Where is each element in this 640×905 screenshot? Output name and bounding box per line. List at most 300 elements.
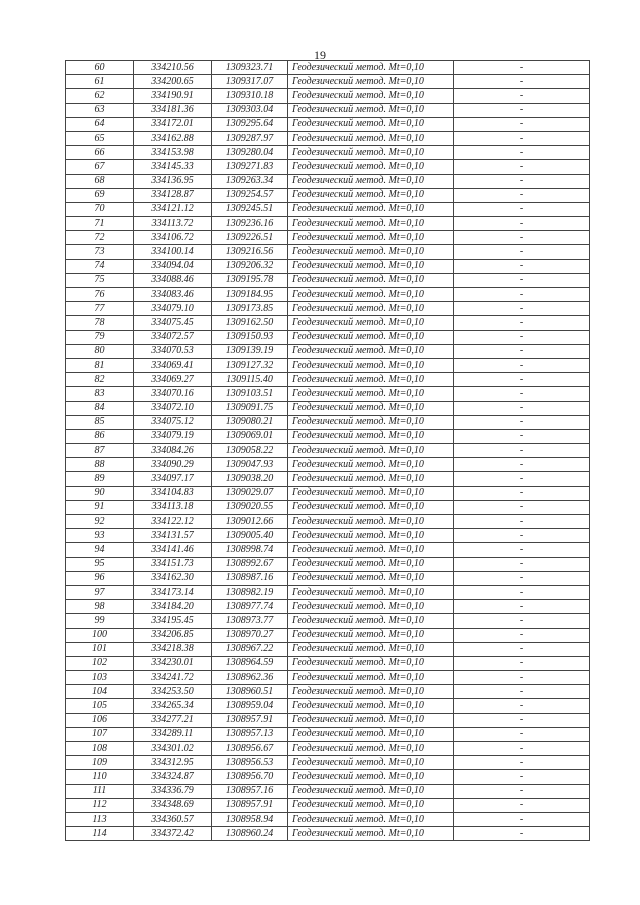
note-cell: - [454,131,590,145]
x-coordinate-cell: 334084.26 [134,444,212,458]
x-coordinate-cell: 334069.41 [134,358,212,372]
note-cell: - [454,756,590,770]
x-coordinate-cell: 334312.95 [134,756,212,770]
table-row [66,784,590,798]
y-coordinate-cell: 1308960.51 [212,685,288,699]
method-cell: Геодезический метод. Mt=0,10 [288,344,454,358]
y-coordinate-cell: 1308973.77 [212,614,288,628]
y-coordinate-cell: 1308957.91 [212,713,288,727]
point-number-cell: 68 [66,174,134,188]
y-coordinate-cell: 1308987.16 [212,571,288,585]
note-cell: - [454,387,590,401]
method-cell: Геодезический метод. Mt=0,10 [288,387,454,401]
x-coordinate-cell: 334113.72 [134,217,212,231]
note-cell: - [454,784,590,798]
x-coordinate-cell: 334277.21 [134,713,212,727]
note-cell: - [454,600,590,614]
y-coordinate-cell: 1309162.50 [212,316,288,330]
table-row [66,557,590,571]
point-number-cell: 84 [66,401,134,415]
table-row [66,245,590,259]
point-number-cell: 109 [66,756,134,770]
table-row [66,827,590,841]
method-cell: Геодезический метод. Mt=0,10 [288,642,454,656]
y-coordinate-cell: 1309184.95 [212,288,288,302]
method-cell: Геодезический метод. Mt=0,10 [288,89,454,103]
x-coordinate-cell: 334145.33 [134,160,212,174]
method-cell: Геодезический метод. Mt=0,10 [288,302,454,316]
method-cell: Геодезический метод. Mt=0,10 [288,75,454,89]
note-cell: - [454,273,590,287]
x-coordinate-cell: 334172.01 [134,117,212,131]
note-cell: - [454,330,590,344]
method-cell: Геодезический метод. Mt=0,10 [288,458,454,472]
y-coordinate-cell: 1309047.93 [212,458,288,472]
x-coordinate-cell: 334206.85 [134,628,212,642]
y-coordinate-cell: 1309206.32 [212,259,288,273]
method-cell: Геодезический метод. Mt=0,10 [288,174,454,188]
note-cell: - [454,458,590,472]
y-coordinate-cell: 1308998.74 [212,543,288,557]
table-row [66,543,590,557]
point-number-cell: 72 [66,231,134,245]
y-coordinate-cell: 1308959.04 [212,699,288,713]
method-cell: Геодезический метод. Mt=0,10 [288,273,454,287]
point-number-cell: 111 [66,784,134,798]
table-row [66,656,590,670]
y-coordinate-cell: 1309236.16 [212,217,288,231]
table-row [66,358,590,372]
point-number-cell: 86 [66,429,134,443]
point-number-cell: 93 [66,529,134,543]
note-cell: - [454,117,590,131]
note-cell: - [454,344,590,358]
note-cell: - [454,231,590,245]
y-coordinate-cell: 1308957.91 [212,798,288,812]
method-cell: Геодезический метод. Mt=0,10 [288,245,454,259]
note-cell: - [454,685,590,699]
x-coordinate-cell: 334151.73 [134,557,212,571]
point-number-cell: 78 [66,316,134,330]
method-cell: Геодезический метод. Mt=0,10 [288,585,454,599]
y-coordinate-cell: 1308960.24 [212,827,288,841]
table-row [66,174,590,188]
note-cell: - [454,557,590,571]
x-coordinate-cell: 334072.10 [134,401,212,415]
y-coordinate-cell: 1308992.67 [212,557,288,571]
point-number-cell: 112 [66,798,134,812]
y-coordinate-cell: 1309303.04 [212,103,288,117]
y-coordinate-cell: 1309271.83 [212,160,288,174]
y-coordinate-cell: 1309310.18 [212,89,288,103]
table-row [66,699,590,713]
note-cell: - [454,671,590,685]
point-number-cell: 82 [66,373,134,387]
point-number-cell: 104 [66,685,134,699]
point-number-cell: 102 [66,656,134,670]
x-coordinate-cell: 334348.69 [134,798,212,812]
x-coordinate-cell: 334336.79 [134,784,212,798]
x-coordinate-cell: 334241.72 [134,671,212,685]
note-cell: - [454,571,590,585]
x-coordinate-cell: 334265.34 [134,699,212,713]
x-coordinate-cell: 334083.46 [134,288,212,302]
table-row [66,217,590,231]
x-coordinate-cell: 334181.36 [134,103,212,117]
note-cell: - [454,529,590,543]
table-row [66,529,590,543]
y-coordinate-cell: 1308964.59 [212,656,288,670]
note-cell: - [454,742,590,756]
point-number-cell: 67 [66,160,134,174]
x-coordinate-cell: 334253.50 [134,685,212,699]
point-number-cell: 70 [66,202,134,216]
point-number-cell: 92 [66,515,134,529]
y-coordinate-cell: 1309287.97 [212,131,288,145]
table-row [66,642,590,656]
y-coordinate-cell: 1309263.34 [212,174,288,188]
point-number-cell: 96 [66,571,134,585]
point-number-cell: 77 [66,302,134,316]
point-number-cell: 101 [66,642,134,656]
table-row [66,798,590,812]
x-coordinate-cell: 334100.14 [134,245,212,259]
y-coordinate-cell: 1309139.19 [212,344,288,358]
x-coordinate-cell: 334094.04 [134,259,212,273]
table-row [66,131,590,145]
point-number-cell: 100 [66,628,134,642]
table-row [66,415,590,429]
x-coordinate-cell: 334360.57 [134,812,212,826]
note-cell: - [454,302,590,316]
x-coordinate-cell: 334195.45 [134,614,212,628]
note-cell: - [454,486,590,500]
note-cell: - [454,415,590,429]
point-number-cell: 107 [66,727,134,741]
note-cell: - [454,259,590,273]
point-number-cell: 61 [66,75,134,89]
x-coordinate-cell: 334131.57 [134,529,212,543]
y-coordinate-cell: 1309029.07 [212,486,288,500]
x-coordinate-cell: 334070.53 [134,344,212,358]
point-number-cell: 60 [66,61,134,75]
method-cell: Геодезический метод. Mt=0,10 [288,316,454,330]
point-number-cell: 63 [66,103,134,117]
y-coordinate-cell: 1308956.53 [212,756,288,770]
x-coordinate-cell: 334200.65 [134,75,212,89]
note-cell: - [454,798,590,812]
x-coordinate-cell: 334079.10 [134,302,212,316]
note-cell: - [454,146,590,160]
x-coordinate-cell: 334097.17 [134,472,212,486]
table-row [66,117,590,131]
x-coordinate-cell: 334121.12 [134,202,212,216]
point-number-cell: 75 [66,273,134,287]
note-cell: - [454,358,590,372]
point-number-cell: 80 [66,344,134,358]
method-cell: Геодезический метод. Mt=0,10 [288,429,454,443]
x-coordinate-cell: 334072.57 [134,330,212,344]
method-cell: Геодезический метод. Mt=0,10 [288,103,454,117]
y-coordinate-cell: 1308967.22 [212,642,288,656]
point-number-cell: 103 [66,671,134,685]
x-coordinate-cell: 334230.01 [134,656,212,670]
table-row [66,515,590,529]
method-cell: Геодезический метод. Mt=0,10 [288,742,454,756]
point-number-cell: 81 [66,358,134,372]
method-cell: Геодезический метод. Mt=0,10 [288,188,454,202]
table-row [66,713,590,727]
table-row [66,429,590,443]
table-row [66,89,590,103]
y-coordinate-cell: 1309012.66 [212,515,288,529]
note-cell: - [454,656,590,670]
point-number-cell: 88 [66,458,134,472]
point-number-cell: 85 [66,415,134,429]
table-row [66,231,590,245]
point-number-cell: 105 [66,699,134,713]
coordinates-table-body [66,61,590,841]
note-cell: - [454,245,590,259]
table-row [66,571,590,585]
x-coordinate-cell: 334075.45 [134,316,212,330]
note-cell: - [454,585,590,599]
point-number-cell: 74 [66,259,134,273]
note-cell: - [454,202,590,216]
note-cell: - [454,89,590,103]
point-number-cell: 76 [66,288,134,302]
point-number-cell: 94 [66,543,134,557]
point-number-cell: 106 [66,713,134,727]
method-cell: Геодезический метод. Mt=0,10 [288,529,454,543]
method-cell: Геодезический метод. Mt=0,10 [288,259,454,273]
table-row [66,600,590,614]
x-coordinate-cell: 334153.98 [134,146,212,160]
note-cell: - [454,827,590,841]
y-coordinate-cell: 1309173.85 [212,302,288,316]
point-number-cell: 114 [66,827,134,841]
point-number-cell: 66 [66,146,134,160]
y-coordinate-cell: 1309216.56 [212,245,288,259]
point-number-cell: 87 [66,444,134,458]
x-coordinate-cell: 334162.30 [134,571,212,585]
x-coordinate-cell: 334113.18 [134,500,212,514]
method-cell: Геодезический метод. Mt=0,10 [288,160,454,174]
y-coordinate-cell: 1309195.78 [212,273,288,287]
table-row [66,188,590,202]
table-row [66,259,590,273]
y-coordinate-cell: 1308957.16 [212,784,288,798]
note-cell: - [454,174,590,188]
note-cell: - [454,713,590,727]
x-coordinate-cell: 334301.02 [134,742,212,756]
point-number-cell: 73 [66,245,134,259]
y-coordinate-cell: 1309103.51 [212,387,288,401]
y-coordinate-cell: 1308962.36 [212,671,288,685]
x-coordinate-cell: 334075.12 [134,415,212,429]
table-row [66,273,590,287]
table-row [66,671,590,685]
method-cell: Геодезический метод. Mt=0,10 [288,812,454,826]
table-row [66,75,590,89]
table-row [66,373,590,387]
note-cell: - [454,628,590,642]
method-cell: Геодезический метод. Mt=0,10 [288,685,454,699]
table-row [66,401,590,415]
note-cell: - [454,770,590,784]
method-cell: Геодезический метод. Mt=0,10 [288,146,454,160]
method-cell: Геодезический метод. Mt=0,10 [288,713,454,727]
table-row [66,202,590,216]
point-number-cell: 64 [66,117,134,131]
note-cell: - [454,444,590,458]
table-row [66,387,590,401]
y-coordinate-cell: 1308956.67 [212,742,288,756]
method-cell: Геодезический метод. Mt=0,10 [288,444,454,458]
method-cell: Геодезический метод. Mt=0,10 [288,472,454,486]
y-coordinate-cell: 1309254.57 [212,188,288,202]
table-row [66,444,590,458]
point-number-cell: 90 [66,486,134,500]
method-cell: Геодезический метод. Mt=0,10 [288,217,454,231]
table-row [66,458,590,472]
note-cell: - [454,61,590,75]
point-number-cell: 99 [66,614,134,628]
y-coordinate-cell: 1308957.13 [212,727,288,741]
method-cell: Геодезический метод. Mt=0,10 [288,486,454,500]
method-cell: Геодезический метод. Mt=0,10 [288,415,454,429]
method-cell: Геодезический метод. Mt=0,10 [288,571,454,585]
table-row [66,61,590,75]
page-number: 19 [314,48,326,62]
table-row [66,628,590,642]
table-row [66,812,590,826]
note-cell: - [454,288,590,302]
x-coordinate-cell: 334090.29 [134,458,212,472]
y-coordinate-cell: 1309115.40 [212,373,288,387]
x-coordinate-cell: 334218.38 [134,642,212,656]
method-cell: Геодезический метод. Mt=0,10 [288,358,454,372]
x-coordinate-cell: 334136.95 [134,174,212,188]
x-coordinate-cell: 334104.83 [134,486,212,500]
y-coordinate-cell: 1309317.07 [212,75,288,89]
y-coordinate-cell: 1308982.19 [212,585,288,599]
y-coordinate-cell: 1309020.55 [212,500,288,514]
x-coordinate-cell: 334106.72 [134,231,212,245]
method-cell: Геодезический метод. Mt=0,10 [288,614,454,628]
method-cell: Геодезический метод. Mt=0,10 [288,699,454,713]
method-cell: Геодезический метод. Mt=0,10 [288,500,454,514]
x-coordinate-cell: 334070.16 [134,387,212,401]
point-number-cell: 69 [66,188,134,202]
point-number-cell: 83 [66,387,134,401]
method-cell: Геодезический метод. Mt=0,10 [288,770,454,784]
point-number-cell: 89 [66,472,134,486]
method-cell: Геодезический метод. Mt=0,10 [288,330,454,344]
y-coordinate-cell: 1308956.70 [212,770,288,784]
method-cell: Геодезический метод. Mt=0,10 [288,401,454,415]
y-coordinate-cell: 1308970.27 [212,628,288,642]
note-cell: - [454,373,590,387]
point-number-cell: 108 [66,742,134,756]
y-coordinate-cell: 1309226.51 [212,231,288,245]
method-cell: Геодезический метод. Mt=0,10 [288,628,454,642]
table-row [66,585,590,599]
y-coordinate-cell: 1309005.40 [212,529,288,543]
table-row [66,160,590,174]
table-row [66,146,590,160]
table-row [66,288,590,302]
note-cell: - [454,642,590,656]
table-row [66,302,590,316]
note-cell: - [454,401,590,415]
method-cell: Геодезический метод. Mt=0,10 [288,117,454,131]
x-coordinate-cell: 334210.56 [134,61,212,75]
point-number-cell: 110 [66,770,134,784]
method-cell: Геодезический метод. Mt=0,10 [288,827,454,841]
point-number-cell: 65 [66,131,134,145]
table-row [66,500,590,514]
table-row [66,330,590,344]
table-row [66,756,590,770]
note-cell: - [454,429,590,443]
x-coordinate-cell: 334184.20 [134,600,212,614]
method-cell: Геодезический метод. Mt=0,10 [288,600,454,614]
method-cell: Геодезический метод. Mt=0,10 [288,798,454,812]
y-coordinate-cell: 1309280.04 [212,146,288,160]
point-number-cell: 91 [66,500,134,514]
note-cell: - [454,543,590,557]
y-coordinate-cell: 1309245.51 [212,202,288,216]
y-coordinate-cell: 1308958.94 [212,812,288,826]
note-cell: - [454,699,590,713]
y-coordinate-cell: 1309080.21 [212,415,288,429]
note-cell: - [454,727,590,741]
note-cell: - [454,515,590,529]
x-coordinate-cell: 334324.87 [134,770,212,784]
note-cell: - [454,217,590,231]
x-coordinate-cell: 334162.88 [134,131,212,145]
method-cell: Геодезический метод. Mt=0,10 [288,557,454,571]
method-cell: Геодезический метод. Mt=0,10 [288,373,454,387]
y-coordinate-cell: 1309038.20 [212,472,288,486]
point-number-cell: 97 [66,585,134,599]
note-cell: - [454,188,590,202]
table-row [66,344,590,358]
note-cell: - [454,614,590,628]
y-coordinate-cell: 1309127.32 [212,358,288,372]
note-cell: - [454,500,590,514]
note-cell: - [454,75,590,89]
x-coordinate-cell: 334190.91 [134,89,212,103]
x-coordinate-cell: 334173.14 [134,585,212,599]
method-cell: Геодезический метод. Mt=0,10 [288,784,454,798]
point-number-cell: 79 [66,330,134,344]
table-row [66,770,590,784]
method-cell: Геодезический метод. Mt=0,10 [288,131,454,145]
x-coordinate-cell: 334372.42 [134,827,212,841]
table-row [66,486,590,500]
method-cell: Геодезический метод. Mt=0,10 [288,543,454,557]
method-cell: Геодезический метод. Mt=0,10 [288,671,454,685]
method-cell: Геодезический метод. Mt=0,10 [288,231,454,245]
point-number-cell: 62 [66,89,134,103]
method-cell: Геодезический метод. Mt=0,10 [288,656,454,670]
table-row [66,685,590,699]
note-cell: - [454,160,590,174]
table-row [66,316,590,330]
method-cell: Геодезический метод. Mt=0,10 [288,727,454,741]
